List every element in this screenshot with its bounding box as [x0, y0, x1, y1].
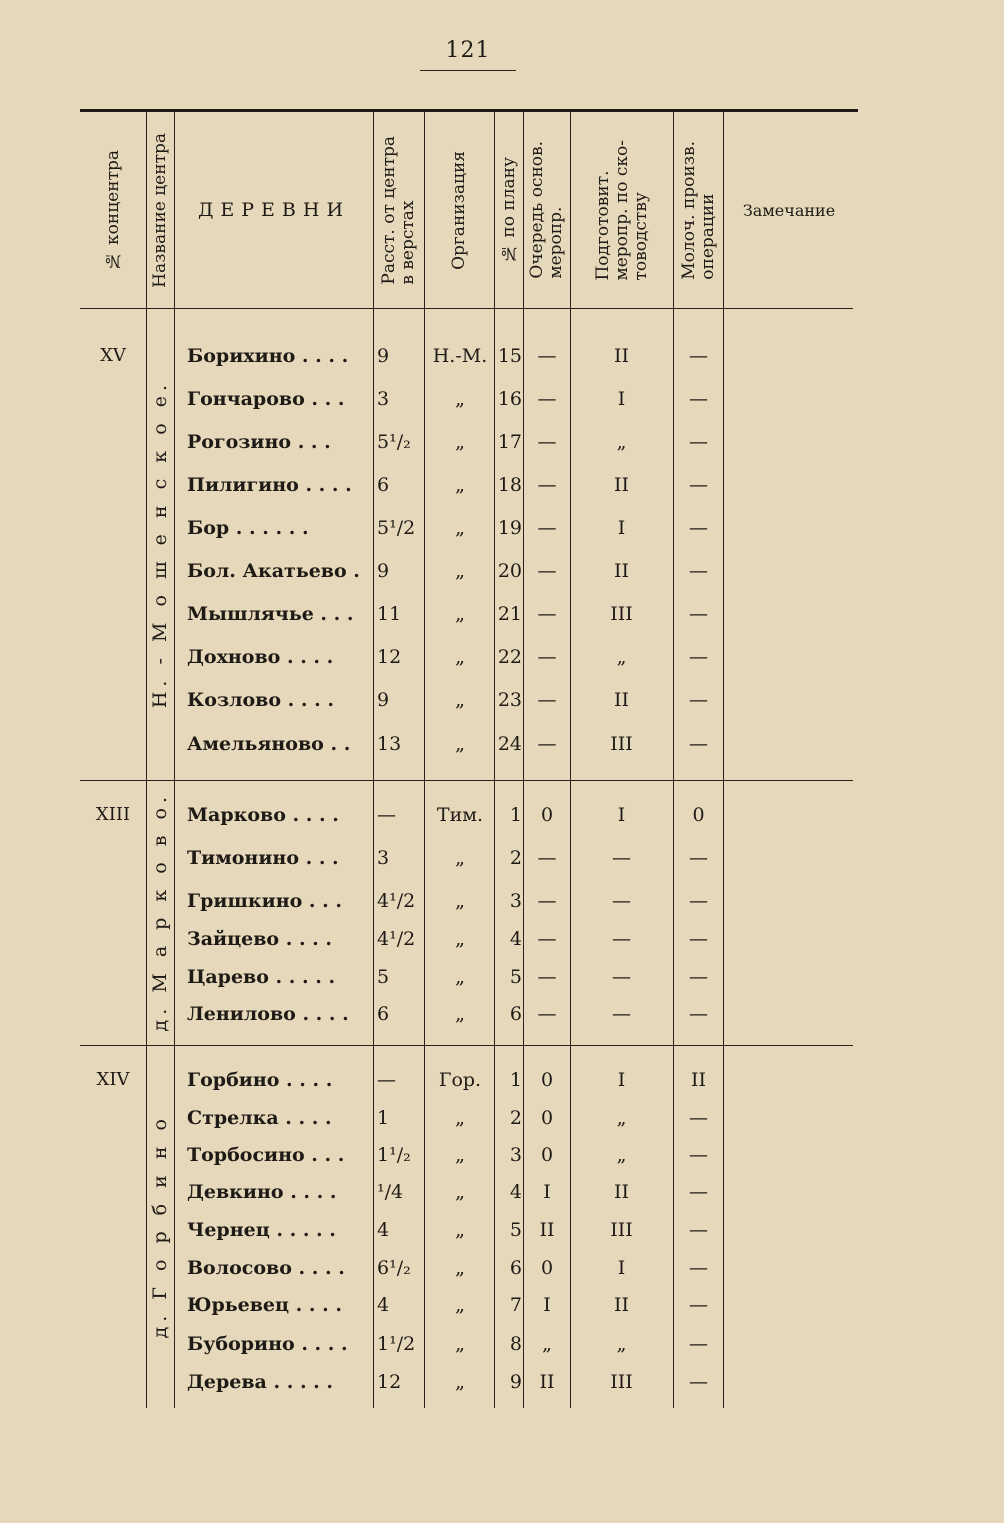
table-row — [80, 556, 853, 586]
order-value: 0 — [540, 1107, 554, 1129]
village-name: Бол. Акатьево . — [187, 560, 360, 582]
preparatory-value: II — [613, 689, 629, 711]
order-value: — — [537, 890, 557, 912]
plan-number-value: 9 — [509, 1371, 522, 1393]
preparatory-value: III — [610, 1371, 633, 1393]
distance-value: 12 — [377, 1371, 402, 1393]
order-value: — — [537, 646, 557, 668]
table-row — [80, 1103, 853, 1133]
dairy-value: — — [689, 646, 708, 668]
header-center-name-text: Название центра — [150, 132, 170, 288]
village-name: Стрелка . . . . — [187, 1107, 332, 1129]
plan-number-value: 7 — [509, 1294, 522, 1316]
header-center-name — [147, 112, 174, 308]
order-value: — — [537, 966, 557, 988]
table-row — [80, 999, 853, 1029]
village-name: Дохново . . . . — [187, 646, 334, 668]
table-row — [80, 886, 853, 916]
order-value: II — [539, 1219, 555, 1241]
order-value: 0 — [540, 1257, 554, 1279]
organization-value: „ — [455, 603, 465, 625]
remark-value — [723, 1103, 853, 1133]
dairy-value: — — [689, 733, 708, 755]
group-number: XV — [100, 345, 126, 366]
plan-number-value: 5 — [509, 966, 522, 988]
header-organization — [425, 112, 494, 308]
order-value: 0 — [540, 804, 554, 826]
preparatory-value: „ — [616, 1144, 627, 1166]
remark-value — [723, 427, 853, 457]
distance-value: 9 — [377, 689, 390, 711]
distance-value: 6 — [377, 474, 390, 496]
table-row — [80, 924, 853, 954]
dairy-value: — — [689, 1371, 708, 1393]
dairy-value: — — [689, 928, 708, 950]
plan-number-value: 1 — [509, 1069, 522, 1091]
plan-number-value: 23 — [497, 689, 522, 711]
distance-value: 6¹/₂ — [377, 1257, 411, 1279]
order-value: — — [537, 733, 557, 755]
organization-value: Гор. — [438, 1069, 482, 1091]
remark-value — [723, 800, 853, 830]
order-value: — — [537, 474, 557, 496]
distance-value: 4¹/2 — [377, 890, 416, 912]
header-preparatory — [571, 112, 673, 308]
table-row — [80, 1215, 853, 1245]
plan-number-value: 22 — [497, 646, 522, 668]
organization-value: Тим. — [436, 804, 484, 826]
distance-value: 12 — [377, 646, 402, 668]
organization-value: „ — [455, 966, 465, 988]
order-value: 0 — [540, 1069, 554, 1091]
order-value: — — [537, 689, 557, 711]
remark-value — [723, 729, 853, 759]
table-row — [80, 384, 853, 414]
plan-number-value: 8 — [509, 1333, 522, 1355]
preparatory-value: III — [610, 733, 633, 755]
order-value: — — [537, 847, 557, 869]
group-center-name: д. Г о р б и н о — [149, 1114, 171, 1339]
header-villages-text: ДЕРЕВНИ — [197, 199, 351, 221]
table-row — [80, 1177, 853, 1207]
distance-value: — — [377, 1069, 396, 1091]
dairy-value: — — [689, 1257, 708, 1279]
remark-value — [723, 1367, 853, 1397]
remark-value — [723, 1329, 853, 1359]
village-name: Торбосино . . . — [187, 1144, 345, 1166]
header-dairy-text: Молоч. произв. операции — [678, 140, 718, 280]
dairy-value: — — [689, 1003, 708, 1025]
organization-value: „ — [455, 1181, 465, 1203]
plan-number-value: 5 — [509, 1219, 522, 1241]
plan-number-value: 3 — [509, 1144, 522, 1166]
preparatory-value: II — [613, 560, 629, 582]
preparatory-value: — — [612, 890, 631, 912]
preparatory-value: I — [617, 1257, 626, 1279]
table-row — [80, 427, 853, 457]
organization-value: „ — [455, 560, 465, 582]
remark-value — [723, 599, 853, 629]
village-name: Зайцево . . . . — [187, 928, 333, 950]
organization-value: „ — [455, 733, 465, 755]
village-name: Ленилово . . . . — [187, 1003, 349, 1025]
preparatory-value: I — [617, 388, 626, 410]
dairy-value: — — [689, 966, 708, 988]
dairy-value: — — [689, 1181, 708, 1203]
organization-value: „ — [455, 431, 465, 453]
village-table — [80, 109, 858, 1408]
remark-value — [723, 470, 853, 500]
distance-value: 5¹/₂ — [377, 431, 411, 453]
group-center-name: Н. - М о ш е н с к о е. — [149, 379, 171, 709]
village-name: Бор . . . . . . — [187, 517, 309, 539]
distance-value: 3 — [377, 847, 390, 869]
village-name: Юрьевец . . . . — [187, 1294, 342, 1316]
dairy-value: — — [689, 1107, 708, 1129]
remark-value — [723, 513, 853, 543]
village-name: Волосово . . . . — [187, 1257, 345, 1279]
dairy-value: — — [689, 1219, 708, 1241]
organization-value: „ — [455, 689, 465, 711]
dairy-value: — — [689, 1144, 708, 1166]
header-dairy — [674, 112, 723, 308]
remark-value — [723, 642, 853, 672]
table-row — [80, 1140, 853, 1170]
distance-value: 1¹/2 — [377, 1333, 416, 1355]
dairy-value: 0 — [692, 804, 705, 826]
header-plan-number — [495, 112, 523, 308]
preparatory-value: „ — [616, 1107, 627, 1129]
village-name: Марково . . . . — [187, 804, 339, 826]
remark-value — [723, 1177, 853, 1207]
organization-value: „ — [455, 1371, 465, 1393]
header-group-number — [80, 112, 146, 308]
remark-value — [723, 1140, 853, 1170]
header-distance-text: Расст. от центра в верстах — [379, 135, 418, 285]
organization-value: „ — [455, 1003, 465, 1025]
remark-value — [723, 341, 853, 371]
organization-value: „ — [455, 517, 465, 539]
preparatory-value: I — [617, 804, 626, 826]
organization-value: „ — [455, 1257, 465, 1279]
plan-number-value: 16 — [497, 388, 522, 410]
remark-value — [723, 1215, 853, 1245]
plan-number-value: 4 — [509, 928, 522, 950]
table-row — [80, 1290, 853, 1320]
preparatory-value: — — [612, 966, 631, 988]
group-separator — [80, 780, 853, 781]
preparatory-value: „ — [616, 646, 627, 668]
dairy-value: — — [689, 388, 708, 410]
header-organization-text: Организация — [449, 150, 469, 270]
table-row — [80, 1367, 853, 1397]
remark-value — [723, 999, 853, 1029]
order-value: — — [537, 431, 557, 453]
remark-value — [723, 924, 853, 954]
organization-value: „ — [455, 1219, 465, 1241]
order-value: — — [537, 388, 557, 410]
plan-number-value: 6 — [509, 1003, 522, 1025]
header-bottom-rule — [80, 308, 853, 309]
dairy-value: — — [689, 603, 708, 625]
organization-value: „ — [455, 1333, 465, 1355]
organization-value: „ — [455, 646, 465, 668]
table-row — [80, 642, 853, 672]
page-number: 121 — [445, 38, 491, 63]
preparatory-value: — — [612, 928, 631, 950]
plan-number-value: 19 — [497, 517, 522, 539]
village-name: Амельяново . . — [187, 733, 351, 755]
order-value: — — [537, 517, 557, 539]
order-value: II — [539, 1371, 555, 1393]
header-plan-number-text: № по плану — [498, 157, 519, 263]
table-row — [80, 1253, 853, 1283]
table-row — [80, 729, 853, 759]
group-number: XIII — [95, 804, 131, 825]
dairy-value: — — [689, 560, 708, 582]
distance-value: 1¹/₂ — [377, 1144, 411, 1166]
organization-value: „ — [455, 388, 465, 410]
distance-value: 4 — [377, 1219, 390, 1241]
header-preparatory-text: Подготовит. меропр. по ско- товодству — [592, 139, 651, 281]
remark-value — [723, 886, 853, 916]
header-distance — [374, 112, 424, 308]
group-number: XIV — [96, 1069, 130, 1090]
distance-value: 5¹/2 — [377, 517, 416, 539]
plan-number-value: 4 — [509, 1181, 522, 1203]
page-number-rule — [420, 70, 516, 71]
preparatory-value: II — [613, 1294, 629, 1316]
order-value: — — [537, 603, 557, 625]
plan-number-value: 1 — [509, 804, 522, 826]
remark-value — [723, 1065, 853, 1095]
order-value: — — [537, 560, 557, 582]
village-name: Гришкино . . . — [187, 890, 342, 912]
dairy-value: — — [689, 1333, 708, 1355]
organization-value: „ — [455, 1294, 465, 1316]
preparatory-value: I — [617, 517, 626, 539]
village-name: Девкино . . . . — [187, 1181, 337, 1203]
header-order — [524, 112, 570, 308]
header-remark — [724, 112, 854, 308]
dairy-value: — — [689, 1294, 708, 1316]
order-value: I — [543, 1294, 551, 1316]
remark-value — [723, 1290, 853, 1320]
remark-value — [723, 384, 853, 414]
organization-value: „ — [455, 847, 465, 869]
plan-number-value: 6 — [509, 1257, 522, 1279]
distance-value: 13 — [377, 733, 402, 755]
preparatory-value: III — [610, 603, 633, 625]
organization-value: „ — [455, 928, 465, 950]
header-group-number-text: № концентра — [102, 149, 123, 271]
village-name: Гончарово . . . — [187, 388, 345, 410]
plan-number-value: 18 — [497, 474, 522, 496]
remark-value — [723, 962, 853, 992]
table-row — [80, 962, 853, 992]
plan-number-value: 21 — [497, 603, 522, 625]
distance-value: 9 — [377, 345, 390, 367]
village-name: Чернец . . . . . — [187, 1219, 336, 1241]
table-row — [80, 341, 853, 371]
order-value: — — [537, 1003, 557, 1025]
dairy-value: — — [689, 431, 708, 453]
order-value: — — [537, 345, 557, 367]
dairy-value: — — [689, 689, 708, 711]
header-order-text: Очередь основ. меропр. — [527, 141, 566, 279]
order-value: — — [537, 928, 557, 950]
plan-number-value: 17 — [497, 431, 522, 453]
plan-number-value: 2 — [509, 847, 522, 869]
dairy-value: — — [689, 474, 708, 496]
village-name: Дерева . . . . . — [187, 1371, 334, 1393]
distance-value: — — [377, 804, 396, 826]
order-value: „ — [542, 1333, 552, 1355]
table-row — [80, 513, 853, 543]
plan-number-value: 2 — [509, 1107, 522, 1129]
table-row — [80, 470, 853, 500]
village-name: Борихино . . . . — [187, 345, 349, 367]
plan-number-value: 15 — [497, 345, 522, 367]
remark-value — [723, 556, 853, 586]
preparatory-value: II — [613, 474, 629, 496]
preparatory-value: „ — [616, 431, 627, 453]
distance-value: 11 — [377, 603, 402, 625]
village-name: Горбино . . . . — [187, 1069, 333, 1091]
organization-value: „ — [455, 474, 465, 496]
preparatory-value: „ — [616, 1333, 627, 1355]
plan-number-value: 24 — [497, 733, 522, 755]
preparatory-value: III — [610, 1219, 633, 1241]
dairy-value: II — [690, 1069, 706, 1091]
dairy-value: — — [689, 890, 708, 912]
table-row — [80, 685, 853, 715]
village-name: Рогозино . . . — [187, 431, 331, 453]
distance-value: 4¹/2 — [377, 928, 416, 950]
dairy-value: — — [689, 345, 708, 367]
order-value: 0 — [540, 1144, 554, 1166]
distance-value: 5 — [377, 966, 390, 988]
preparatory-value: I — [617, 1069, 626, 1091]
table-row — [80, 843, 853, 873]
order-value: I — [543, 1181, 551, 1203]
table-row — [80, 1065, 853, 1095]
dairy-value: — — [689, 517, 708, 539]
village-name: Мышлячье . . . — [187, 603, 354, 625]
distance-value: 1 — [377, 1107, 390, 1129]
distance-value: 6 — [377, 1003, 390, 1025]
table-row — [80, 800, 853, 830]
plan-number-value: 3 — [509, 890, 522, 912]
distance-value: ¹/4 — [377, 1181, 404, 1203]
preparatory-value: II — [613, 1181, 629, 1203]
village-name: Царево . . . . . — [187, 966, 336, 988]
village-name: Пилигино . . . . — [187, 474, 352, 496]
organization-value: „ — [455, 1144, 465, 1166]
preparatory-value: — — [612, 847, 631, 869]
preparatory-value: — — [612, 1003, 631, 1025]
village-name: Тимонино . . . — [187, 847, 339, 869]
village-name: Буборино . . . . — [187, 1333, 348, 1355]
organization-value: „ — [455, 890, 465, 912]
group-center-name: д. М а р к о в о. — [149, 792, 171, 1032]
header-villages — [175, 112, 373, 308]
table-row — [80, 1329, 853, 1359]
plan-number-value: 20 — [497, 560, 522, 582]
organization-value: „ — [455, 1107, 465, 1129]
dairy-value: — — [689, 847, 708, 869]
remark-value — [723, 843, 853, 873]
remark-value — [723, 685, 853, 715]
organization-value: Н.-М. — [432, 345, 488, 367]
distance-value: 9 — [377, 560, 390, 582]
distance-value: 3 — [377, 388, 390, 410]
remark-value — [723, 1253, 853, 1283]
preparatory-value: II — [613, 345, 629, 367]
distance-value: 4 — [377, 1294, 390, 1316]
village-name: Козлово . . . . — [187, 689, 334, 711]
header-remark-text: Замечание — [742, 200, 836, 220]
table-row — [80, 599, 853, 629]
group-separator — [80, 1045, 853, 1046]
